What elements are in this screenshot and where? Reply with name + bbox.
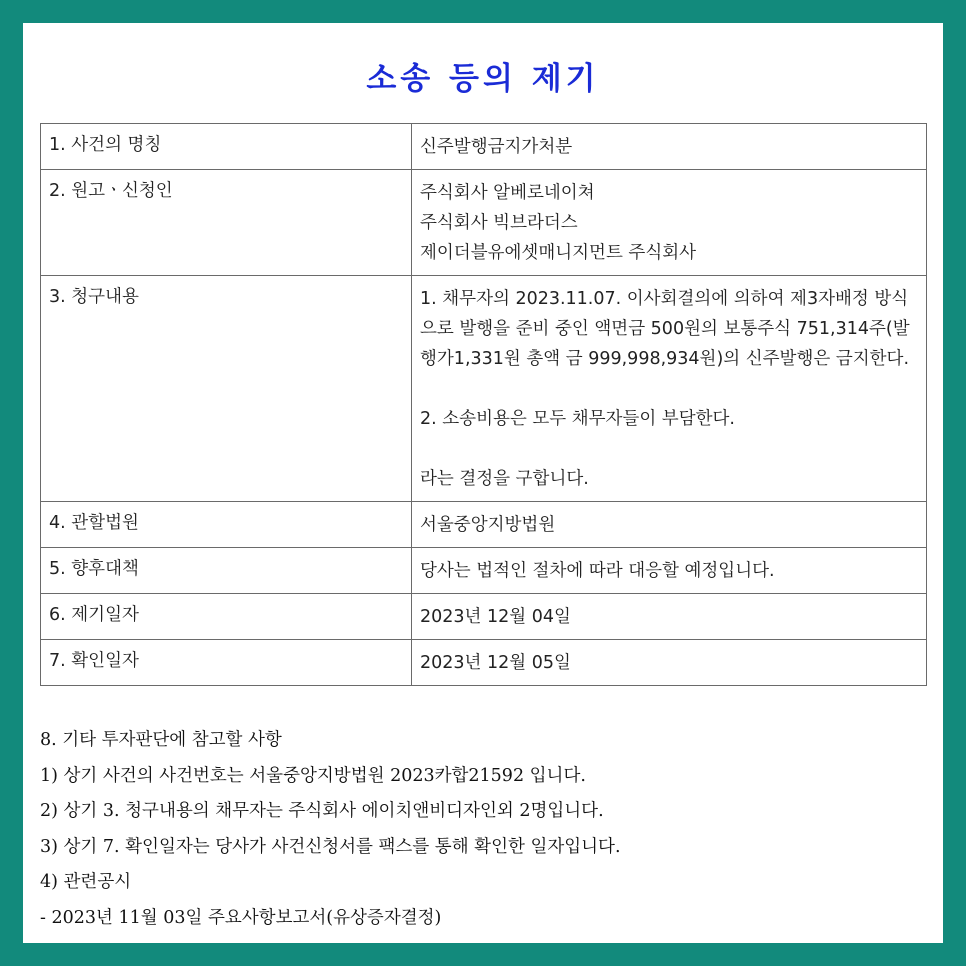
table-row (41, 594, 927, 640)
disclosure-table (40, 123, 927, 686)
value-line: 제이더블유에셋매니지먼트 주식회사 (420, 243, 697, 263)
table-row (41, 276, 927, 502)
row-value (412, 640, 927, 686)
row-value (412, 124, 927, 170)
row-label: 6. 제기일자 (41, 594, 412, 640)
document-frame (23, 23, 943, 943)
table-row (41, 640, 927, 686)
table-row (41, 548, 927, 594)
claim-paragraph: 2. 소송비용은 모두 채무자들이 부담한다. (420, 409, 735, 429)
row-label: 1. 사건의 명칭 (41, 124, 412, 170)
table-row (41, 502, 927, 548)
value-line: 당사는 법적인 절차에 따라 대응할 예정입니다. (420, 561, 775, 581)
row-value (412, 594, 927, 640)
page-title: 소송 등의 제기 (366, 61, 600, 97)
note-item: 1) 상기 사건의 사건번호는 서울중앙지방법원 2023카합21592 입니다. (40, 765, 586, 786)
value-line: 2023년 12월 04일 (420, 607, 571, 627)
table-row (41, 170, 927, 276)
row-label: 4. 관할법원 (41, 502, 412, 548)
notes-section (40, 723, 927, 936)
row-value (412, 170, 927, 276)
claim-paragraph: 라는 결정을 구합니다. (420, 469, 589, 489)
row-value (412, 548, 927, 594)
note-item: 4) 관련공시 (40, 872, 132, 892)
row-value (412, 276, 927, 502)
row-label: 3. 청구내용 (41, 276, 412, 502)
table-row (41, 124, 927, 170)
row-value (412, 502, 927, 548)
note-item: - 2023년 11월 03일 주요사항보고서(유상증자결정) (40, 907, 442, 928)
row-label: 5. 향후대책 (41, 548, 412, 594)
value-line: 신주발행금지가처분 (420, 137, 573, 157)
note-item: 3) 상기 7. 확인일자는 당사가 사건신청서를 팩스를 통해 확인한 일자입니다. (40, 836, 621, 857)
value-line: 주식회사 알베로네이쳐 (420, 183, 595, 203)
note-item: 2) 상기 3. 청구내용의 채무자는 주식회사 에이치앤비디자인외 2명입니다. (40, 801, 604, 821)
row-label: 2. 원고ㆍ신청인 (41, 170, 412, 276)
value-line: 2023년 12월 05일 (420, 653, 571, 673)
value-line: 주식회사 빅브라더스 (420, 213, 578, 233)
claim-paragraph: 1. 채무자의 2023.11.07. 이사회결의에 의하여 제3자배정 방식으로 발행을 준비 중인 액면금 500원의 보통주식 751,314주(발행가1,331원 총액 금 999,998,934원)의 신주발행은 금지한다. (420, 289, 910, 369)
row-label: 7. 확인일자 (41, 640, 412, 686)
value-line: 서울중앙지방법원 (420, 515, 556, 535)
notes-heading: 8. 기타 투자판단에 참고할 사항 (40, 730, 282, 750)
